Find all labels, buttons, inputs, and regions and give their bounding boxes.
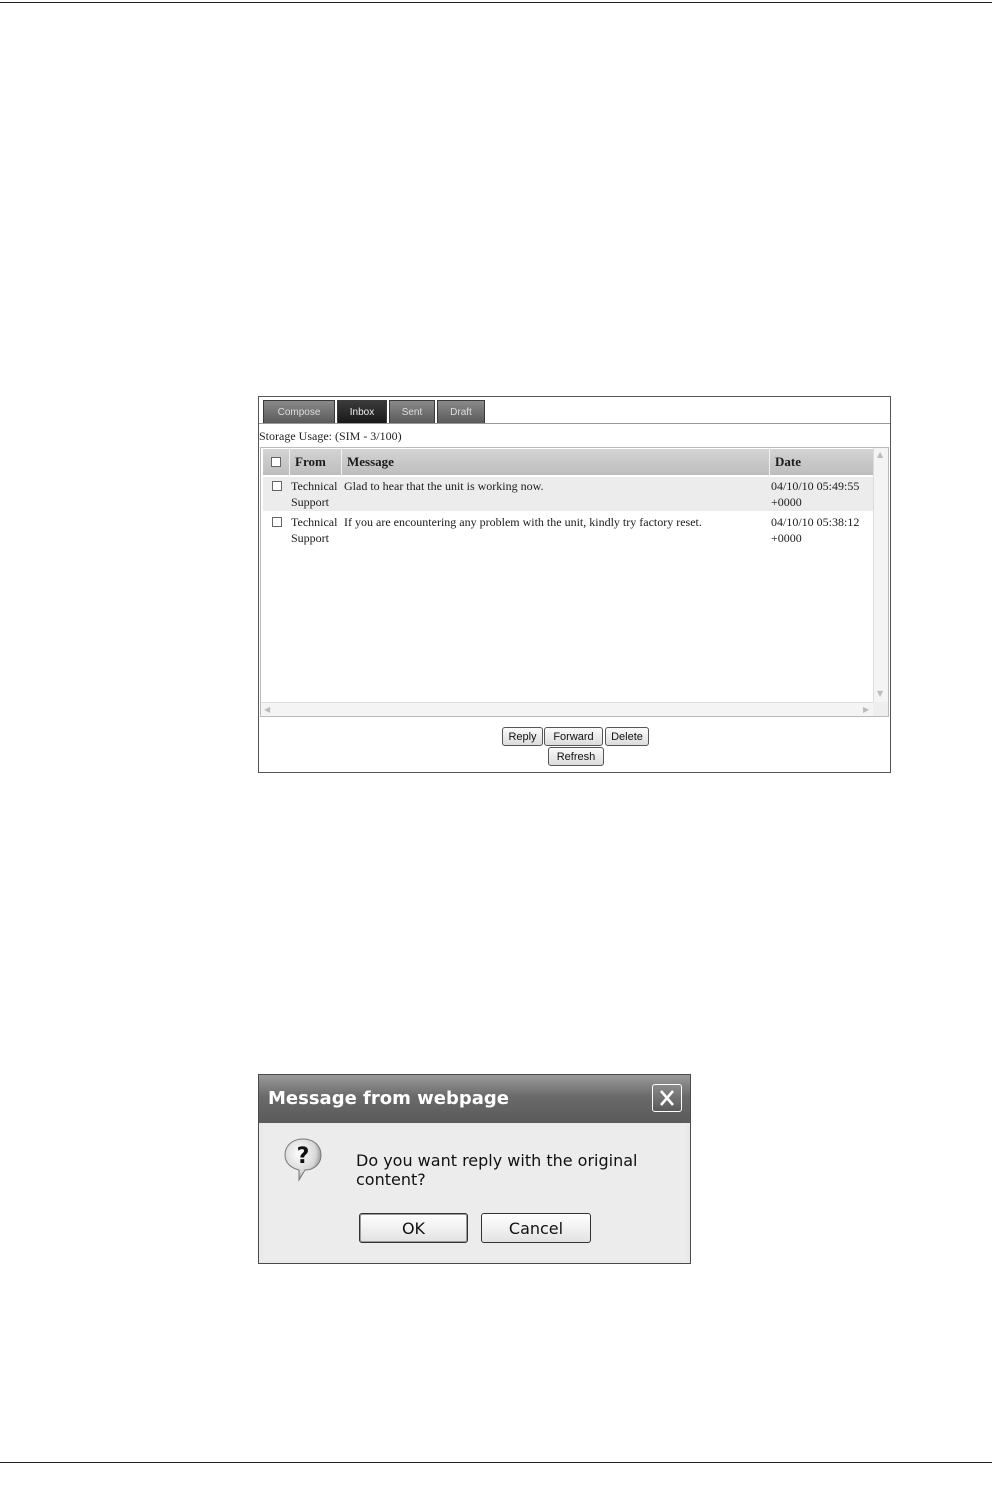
date-line: 04/10/10 05:49:55 (771, 479, 860, 493)
tab-compose[interactable]: Compose (263, 400, 335, 423)
dialog-close-button[interactable] (652, 1084, 682, 1112)
reply-button[interactable]: Reply (502, 727, 543, 746)
storage-usage: Storage Usage: (SIM - 3/100) (259, 429, 402, 443)
select-all-checkbox[interactable] (271, 457, 281, 467)
row-select-cell (263, 513, 290, 547)
scroll-corner (873, 702, 888, 716)
question-icon (283, 1137, 323, 1183)
tab-inbox[interactable]: Inbox (337, 400, 387, 423)
from-line: Technical (291, 479, 338, 493)
column-header-from[interactable]: From (290, 449, 342, 475)
scroll-left-icon[interactable]: ◀ (264, 705, 271, 714)
row-select-cell (263, 477, 290, 511)
confirm-dialog (258, 1074, 691, 1264)
scroll-down-icon[interactable]: ▼ (877, 689, 884, 698)
date-line: +0000 (771, 495, 802, 509)
message-cell: If you are encountering any problem with the unit, kindly try factory reset. (344, 515, 702, 529)
date-line: +0000 (771, 531, 802, 545)
vertical-scrollbar[interactable] (873, 448, 888, 702)
table-row[interactable] (263, 513, 874, 547)
date-cell (770, 477, 874, 511)
dialog-body (263, 1123, 686, 1260)
tab-sent[interactable]: Sent (389, 400, 435, 423)
dialog-titlebar[interactable] (259, 1075, 690, 1123)
top-rule (0, 2, 992, 3)
from-line: Support (291, 531, 330, 545)
message-table (260, 447, 889, 717)
forward-button[interactable]: Forward (544, 727, 603, 746)
sms-inbox-panel (258, 396, 891, 773)
dialog-title: Message from webpage (268, 1088, 509, 1109)
close-icon (653, 1085, 681, 1111)
column-header-message[interactable]: Message (342, 449, 770, 475)
bottom-rule (0, 1462, 992, 1463)
header-select-cell (263, 449, 290, 475)
scroll-up-icon[interactable]: ▲ (877, 450, 884, 459)
from-cell (290, 513, 342, 547)
message-cell: Glad to hear that the unit is working now. (344, 479, 544, 493)
cancel-button[interactable]: Cancel (481, 1213, 591, 1243)
tab-draft[interactable]: Draft (437, 400, 485, 423)
svg-text:?: ? (296, 1144, 310, 1169)
horizontal-scrollbar[interactable] (261, 702, 874, 716)
row-checkbox[interactable] (272, 517, 282, 527)
row-checkbox[interactable] (272, 481, 282, 491)
delete-button[interactable]: Delete (605, 727, 649, 746)
scroll-right-icon[interactable]: ▶ (863, 705, 870, 714)
date-cell (770, 513, 874, 547)
dialog-message: Do you want reply with the original content? (356, 1151, 638, 1189)
from-line: Support (291, 495, 330, 509)
refresh-button[interactable]: Refresh (548, 747, 604, 766)
date-line: 04/10/10 05:38:12 (771, 515, 860, 529)
from-line: Technical (291, 515, 338, 529)
table-header (263, 449, 874, 475)
tab-bar (263, 400, 485, 424)
column-header-date[interactable]: Date (775, 454, 801, 469)
table-row[interactable] (263, 477, 874, 511)
tab-divider (259, 423, 890, 424)
from-cell (290, 477, 342, 511)
ok-button[interactable]: OK (359, 1213, 468, 1243)
